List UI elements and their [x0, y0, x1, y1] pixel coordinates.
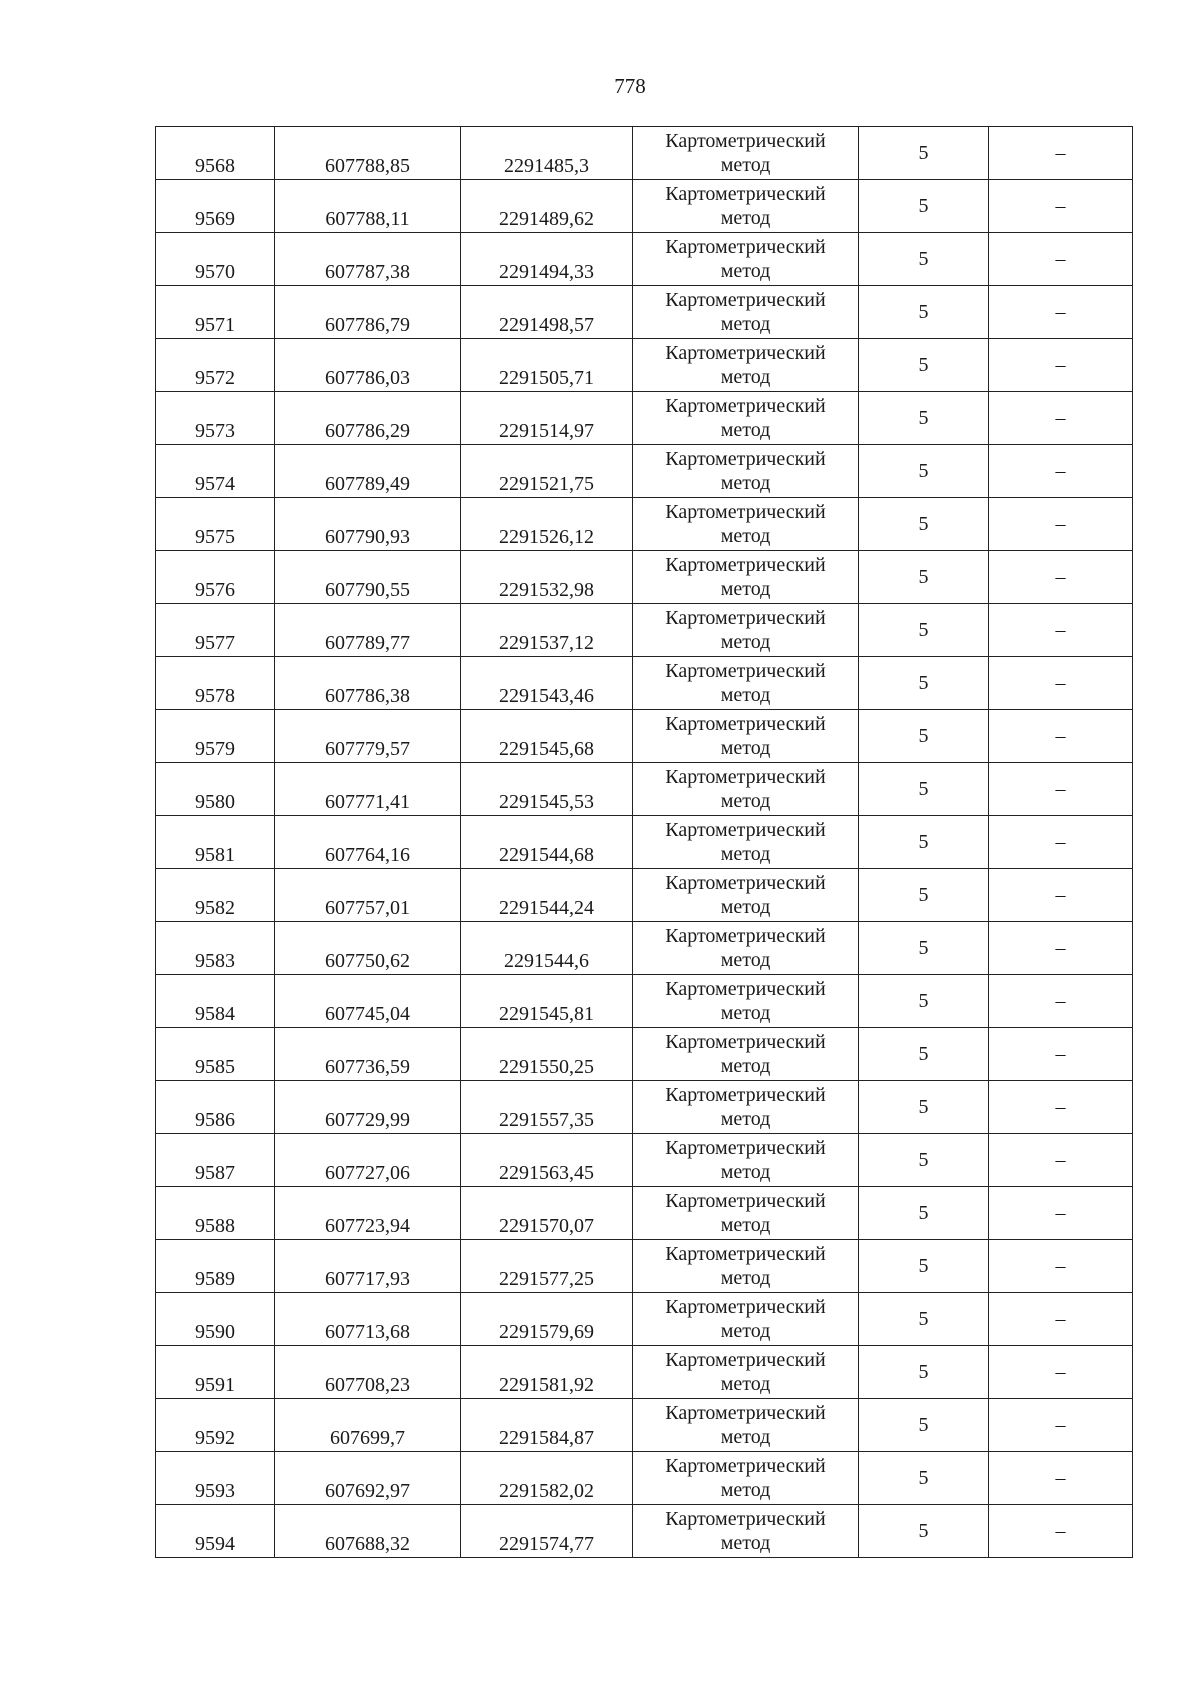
method-line: Картометрический: [665, 660, 826, 682]
accuracy-cell: 5: [859, 551, 989, 604]
y-coordinate-cell: 2291544,68: [461, 816, 633, 869]
page-number: 778: [614, 74, 646, 98]
accuracy-cell: 5: [859, 604, 989, 657]
accuracy-cell: 5: [859, 445, 989, 498]
note-cell: –: [989, 1505, 1133, 1558]
accuracy-cell: 5: [859, 286, 989, 339]
method-line: Картометрический: [665, 713, 826, 735]
accuracy-cell: 5: [859, 657, 989, 710]
accuracy-cell: 5: [859, 1240, 989, 1293]
method-line: метод: [720, 737, 771, 759]
note-cell: –: [989, 604, 1133, 657]
method-line: метод: [720, 419, 771, 441]
y-coordinate-cell: 2291505,71: [461, 339, 633, 392]
table-row: [156, 1346, 1133, 1399]
method-line: Картометрический: [665, 1402, 826, 1424]
method-line: метод: [720, 366, 771, 388]
y-coordinate-cell: 2291579,69: [461, 1293, 633, 1346]
table-row: [156, 1081, 1133, 1134]
x-coordinate-cell: 607688,32: [275, 1505, 461, 1558]
method-cell: [633, 816, 859, 869]
point-number-cell: 9591: [156, 1346, 275, 1399]
x-coordinate-cell: 607750,62: [275, 922, 461, 975]
table-row: [156, 657, 1133, 710]
x-coordinate-cell: 607786,29: [275, 392, 461, 445]
point-number-cell: 9577: [156, 604, 275, 657]
accuracy-cell: 5: [859, 710, 989, 763]
y-coordinate-cell: 2291563,45: [461, 1134, 633, 1187]
table-row: [156, 1452, 1133, 1505]
table-row: [156, 180, 1133, 233]
point-number-cell: 9584: [156, 975, 275, 1028]
method-line: Картометрический: [665, 1243, 826, 1265]
method-line: метод: [720, 1108, 771, 1130]
x-coordinate-cell: 607771,41: [275, 763, 461, 816]
accuracy-cell: 5: [859, 339, 989, 392]
note-cell: –: [989, 233, 1133, 286]
y-coordinate-cell: 2291494,33: [461, 233, 633, 286]
method-line: метод: [720, 1214, 771, 1236]
point-number-cell: 9582: [156, 869, 275, 922]
point-number-cell: 9589: [156, 1240, 275, 1293]
y-coordinate-cell: 2291557,35: [461, 1081, 633, 1134]
method-cell: [633, 180, 859, 233]
note-cell: –: [989, 498, 1133, 551]
accuracy-cell: 5: [859, 763, 989, 816]
point-number-cell: 9572: [156, 339, 275, 392]
method-cell: [633, 1081, 859, 1134]
point-number-cell: 9570: [156, 233, 275, 286]
method-cell: [633, 1346, 859, 1399]
point-number-cell: 9580: [156, 763, 275, 816]
method-cell: [633, 657, 859, 710]
table-row: [156, 1028, 1133, 1081]
point-number-cell: 9590: [156, 1293, 275, 1346]
note-cell: –: [989, 1399, 1133, 1452]
table-row: [156, 710, 1133, 763]
accuracy-cell: 5: [859, 1293, 989, 1346]
method-line: метод: [720, 684, 771, 706]
method-cell: [633, 1293, 859, 1346]
accuracy-cell: 5: [859, 869, 989, 922]
method-line: Картометрический: [665, 395, 826, 417]
table-row: [156, 604, 1133, 657]
method-cell: [633, 1240, 859, 1293]
method-line: Картометрический: [665, 1137, 826, 1159]
x-coordinate-cell: 607717,93: [275, 1240, 461, 1293]
y-coordinate-cell: 2291543,46: [461, 657, 633, 710]
method-line: метод: [720, 790, 771, 812]
method-cell: [633, 922, 859, 975]
point-number-cell: 9576: [156, 551, 275, 604]
x-coordinate-cell: 607786,03: [275, 339, 461, 392]
x-coordinate-cell: 607786,79: [275, 286, 461, 339]
method-line: метод: [720, 949, 771, 971]
point-number-cell: 9594: [156, 1505, 275, 1558]
table-row: [156, 1134, 1133, 1187]
table-row: [156, 922, 1133, 975]
method-line: метод: [720, 578, 771, 600]
point-number-cell: 9575: [156, 498, 275, 551]
note-cell: –: [989, 1028, 1133, 1081]
method-line: метод: [720, 896, 771, 918]
y-coordinate-cell: 2291581,92: [461, 1346, 633, 1399]
y-coordinate-cell: 2291545,53: [461, 763, 633, 816]
point-number-cell: 9592: [156, 1399, 275, 1452]
method-line: Картометрический: [665, 1455, 826, 1477]
method-line: Картометрический: [665, 501, 826, 523]
method-line: метод: [720, 472, 771, 494]
table-row: [156, 127, 1133, 180]
x-coordinate-cell: 607764,16: [275, 816, 461, 869]
x-coordinate-cell: 607745,04: [275, 975, 461, 1028]
table-row: [156, 233, 1133, 286]
method-line: метод: [720, 1373, 771, 1395]
method-line: Картометрический: [665, 1031, 826, 1053]
method-line: Картометрический: [665, 872, 826, 894]
note-cell: –: [989, 392, 1133, 445]
x-coordinate-cell: 607790,93: [275, 498, 461, 551]
y-coordinate-cell: 2291545,68: [461, 710, 633, 763]
accuracy-cell: 5: [859, 1081, 989, 1134]
method-line: Картометрический: [665, 554, 826, 576]
table-row: [156, 498, 1133, 551]
x-coordinate-cell: 607699,7: [275, 1399, 461, 1452]
x-coordinate-cell: 607790,55: [275, 551, 461, 604]
note-cell: –: [989, 286, 1133, 339]
note-cell: –: [989, 1187, 1133, 1240]
method-cell: [633, 604, 859, 657]
x-coordinate-cell: 607788,11: [275, 180, 461, 233]
y-coordinate-cell: 2291489,62: [461, 180, 633, 233]
method-line: метод: [720, 1479, 771, 1501]
method-line: метод: [720, 313, 771, 335]
method-line: Картометрический: [665, 978, 826, 1000]
note-cell: –: [989, 763, 1133, 816]
method-line: Картометрический: [665, 130, 826, 152]
method-cell: [633, 1028, 859, 1081]
accuracy-cell: 5: [859, 1346, 989, 1399]
point-number-cell: 9581: [156, 816, 275, 869]
accuracy-cell: 5: [859, 180, 989, 233]
method-line: метод: [720, 1161, 771, 1183]
table-row: [156, 445, 1133, 498]
point-number-cell: 9568: [156, 127, 275, 180]
y-coordinate-cell: 2291582,02: [461, 1452, 633, 1505]
accuracy-cell: 5: [859, 1187, 989, 1240]
accuracy-cell: 5: [859, 1452, 989, 1505]
method-line: Картометрический: [665, 819, 826, 841]
method-line: метод: [720, 207, 771, 229]
y-coordinate-cell: 2291532,98: [461, 551, 633, 604]
table-row: [156, 1399, 1133, 1452]
method-line: Картометрический: [665, 925, 826, 947]
note-cell: –: [989, 1081, 1133, 1134]
method-cell: [633, 286, 859, 339]
table-row: [156, 286, 1133, 339]
y-coordinate-cell: 2291526,12: [461, 498, 633, 551]
method-line: метод: [720, 1267, 771, 1289]
point-number-cell: 9586: [156, 1081, 275, 1134]
table-row: [156, 869, 1133, 922]
table-row: [156, 816, 1133, 869]
note-cell: –: [989, 1134, 1133, 1187]
method-cell: [633, 869, 859, 922]
x-coordinate-cell: 607692,97: [275, 1452, 461, 1505]
point-number-cell: 9587: [156, 1134, 275, 1187]
x-coordinate-cell: 607713,68: [275, 1293, 461, 1346]
method-line: метод: [720, 1426, 771, 1448]
point-number-cell: 9585: [156, 1028, 275, 1081]
point-number-cell: 9571: [156, 286, 275, 339]
method-line: метод: [720, 260, 771, 282]
accuracy-cell: 5: [859, 392, 989, 445]
accuracy-cell: 5: [859, 975, 989, 1028]
x-coordinate-cell: 607788,85: [275, 127, 461, 180]
method-cell: [633, 975, 859, 1028]
method-line: метод: [720, 843, 771, 865]
y-coordinate-cell: 2291570,07: [461, 1187, 633, 1240]
point-number-cell: 9583: [156, 922, 275, 975]
note-cell: –: [989, 869, 1133, 922]
method-cell: [633, 551, 859, 604]
table-row: [156, 975, 1133, 1028]
x-coordinate-cell: 607786,38: [275, 657, 461, 710]
y-coordinate-cell: 2291514,97: [461, 392, 633, 445]
method-line: метод: [720, 631, 771, 653]
method-line: Картометрический: [665, 1508, 826, 1530]
accuracy-cell: 5: [859, 233, 989, 286]
method-line: Картометрический: [665, 448, 826, 470]
note-cell: –: [989, 710, 1133, 763]
method-line: метод: [720, 1002, 771, 1024]
method-cell: [633, 127, 859, 180]
method-line: Картометрический: [665, 1296, 826, 1318]
note-cell: –: [989, 1293, 1133, 1346]
note-cell: –: [989, 816, 1133, 869]
method-line: Картометрический: [665, 1084, 826, 1106]
table-row: [156, 1187, 1133, 1240]
accuracy-cell: 5: [859, 816, 989, 869]
method-line: метод: [720, 1055, 771, 1077]
y-coordinate-cell: 2291584,87: [461, 1399, 633, 1452]
method-line: Картометрический: [665, 766, 826, 788]
method-cell: [633, 1452, 859, 1505]
method-cell: [633, 1505, 859, 1558]
x-coordinate-cell: 607787,38: [275, 233, 461, 286]
accuracy-cell: 5: [859, 1134, 989, 1187]
method-cell: [633, 710, 859, 763]
note-cell: –: [989, 127, 1133, 180]
y-coordinate-cell: 2291537,12: [461, 604, 633, 657]
accuracy-cell: 5: [859, 1505, 989, 1558]
point-number-cell: 9578: [156, 657, 275, 710]
x-coordinate-cell: 607708,23: [275, 1346, 461, 1399]
y-coordinate-cell: 2291577,25: [461, 1240, 633, 1293]
table-row: [156, 339, 1133, 392]
table-row: [156, 1240, 1133, 1293]
y-coordinate-cell: 2291544,6: [461, 922, 633, 975]
table-row: [156, 1293, 1133, 1346]
method-line: метод: [720, 525, 771, 547]
point-number-cell: 9574: [156, 445, 275, 498]
point-number-cell: 9573: [156, 392, 275, 445]
method-line: Картометрический: [665, 1349, 826, 1371]
x-coordinate-cell: 607789,49: [275, 445, 461, 498]
note-cell: –: [989, 339, 1133, 392]
note-cell: –: [989, 445, 1133, 498]
note-cell: –: [989, 1452, 1133, 1505]
accuracy-cell: 5: [859, 1028, 989, 1081]
note-cell: –: [989, 551, 1133, 604]
y-coordinate-cell: 2291550,25: [461, 1028, 633, 1081]
y-coordinate-cell: 2291544,24: [461, 869, 633, 922]
y-coordinate-cell: 2291498,57: [461, 286, 633, 339]
table-row: [156, 392, 1133, 445]
method-cell: [633, 498, 859, 551]
y-coordinate-cell: 2291574,77: [461, 1505, 633, 1558]
x-coordinate-cell: 607729,99: [275, 1081, 461, 1134]
method-line: Картометрический: [665, 236, 826, 258]
point-number-cell: 9588: [156, 1187, 275, 1240]
accuracy-cell: 5: [859, 922, 989, 975]
y-coordinate-cell: 2291485,3: [461, 127, 633, 180]
method-cell: [633, 233, 859, 286]
x-coordinate-cell: 607727,06: [275, 1134, 461, 1187]
note-cell: –: [989, 657, 1133, 710]
method-line: метод: [720, 1320, 771, 1342]
note-cell: –: [989, 922, 1133, 975]
method-line: метод: [720, 154, 771, 176]
coordinates-table-body: [156, 127, 1133, 1558]
method-cell: [633, 1187, 859, 1240]
method-cell: [633, 339, 859, 392]
method-line: Картометрический: [665, 607, 826, 629]
note-cell: –: [989, 180, 1133, 233]
note-cell: –: [989, 1346, 1133, 1399]
method-line: Картометрический: [665, 1190, 826, 1212]
table-row: [156, 551, 1133, 604]
x-coordinate-cell: 607736,59: [275, 1028, 461, 1081]
method-cell: [633, 1134, 859, 1187]
note-cell: –: [989, 1240, 1133, 1293]
point-number-cell: 9569: [156, 180, 275, 233]
method-line: метод: [720, 1532, 771, 1554]
accuracy-cell: 5: [859, 127, 989, 180]
method-line: Картометрический: [665, 289, 826, 311]
method-line: Картометрический: [665, 183, 826, 205]
method-line: Картометрический: [665, 342, 826, 364]
point-number-cell: 9579: [156, 710, 275, 763]
method-cell: [633, 763, 859, 816]
method-cell: [633, 392, 859, 445]
note-cell: –: [989, 975, 1133, 1028]
y-coordinate-cell: 2291521,75: [461, 445, 633, 498]
x-coordinate-cell: 607789,77: [275, 604, 461, 657]
method-cell: [633, 445, 859, 498]
method-cell: [633, 1399, 859, 1452]
x-coordinate-cell: 607779,57: [275, 710, 461, 763]
x-coordinate-cell: 607757,01: [275, 869, 461, 922]
table-row: [156, 1505, 1133, 1558]
coordinates-table: [155, 126, 1133, 1558]
y-coordinate-cell: 2291545,81: [461, 975, 633, 1028]
table-row: [156, 763, 1133, 816]
point-number-cell: 9593: [156, 1452, 275, 1505]
x-coordinate-cell: 607723,94: [275, 1187, 461, 1240]
accuracy-cell: 5: [859, 1399, 989, 1452]
accuracy-cell: 5: [859, 498, 989, 551]
